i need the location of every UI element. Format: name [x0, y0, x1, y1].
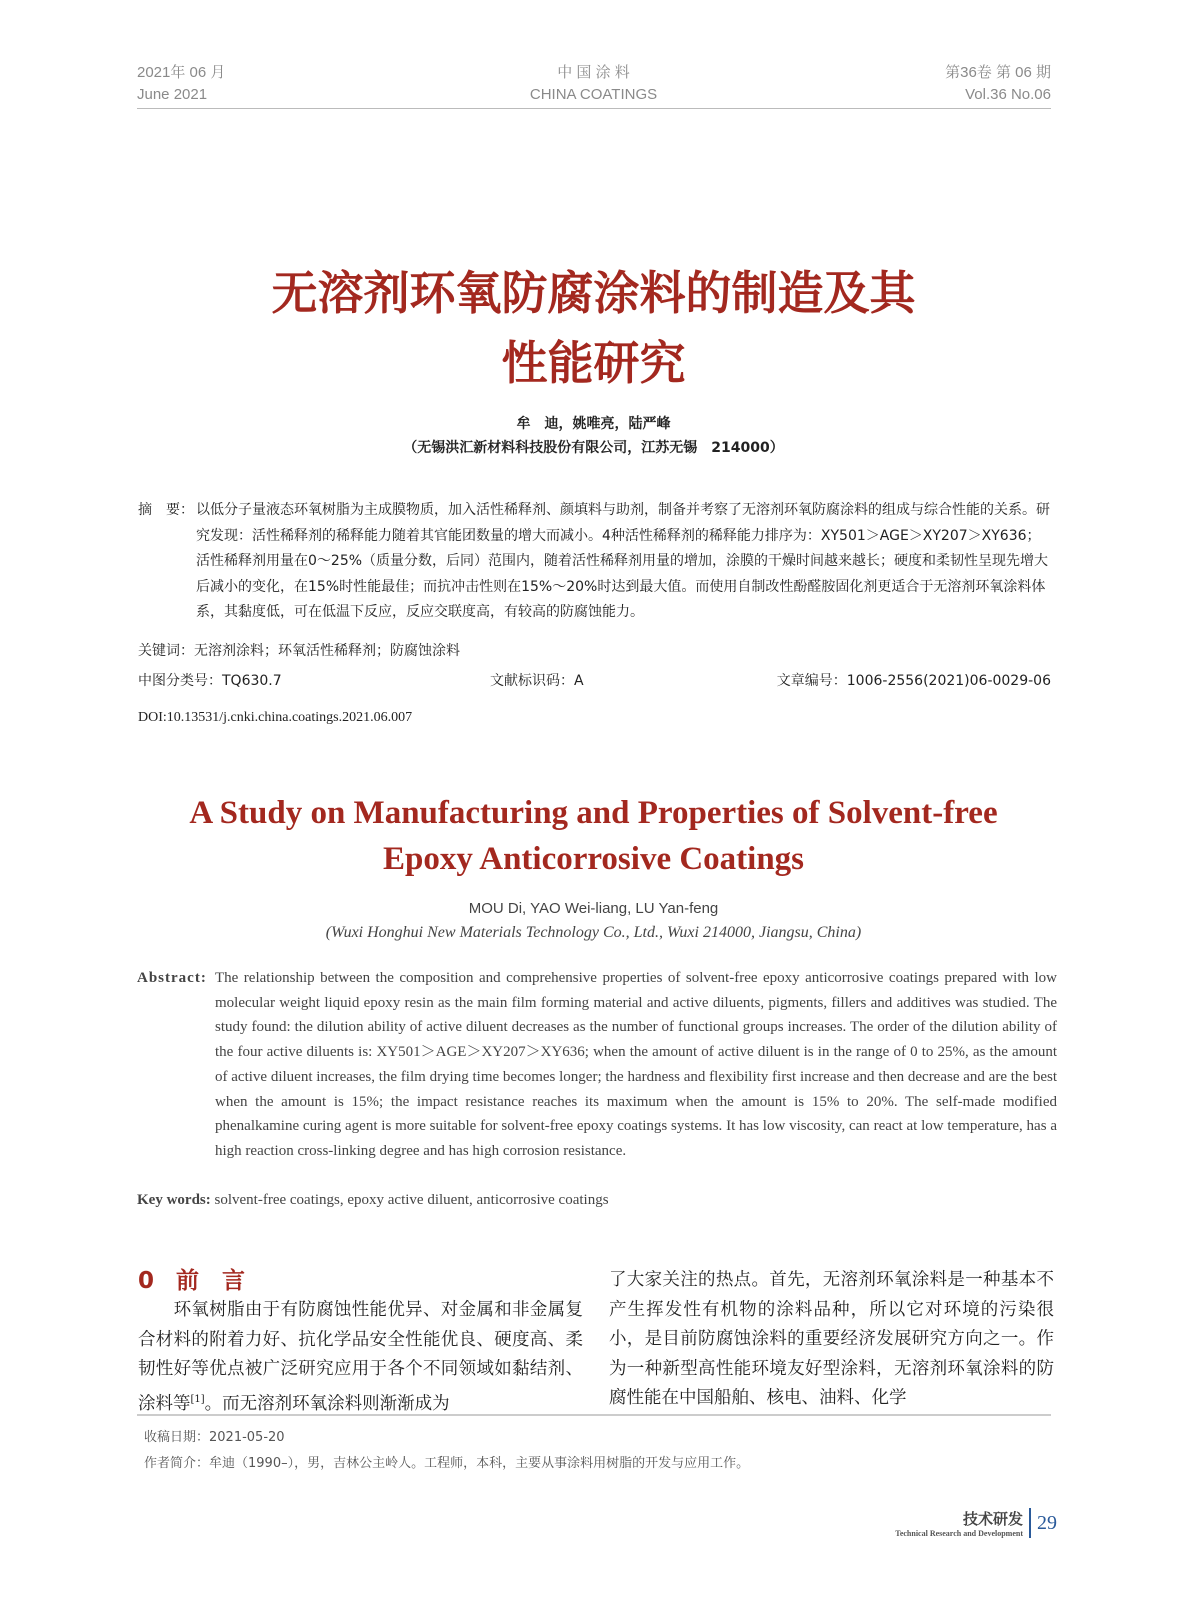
abstract-en-label: Abstract:	[137, 970, 207, 986]
title-en-line-1: A Study on Manufacturing and Properties of Solvent-free	[189, 795, 998, 831]
abstract-cn-text: 以低分子量液态环氧树脂为主成膜物质，加入活性稀释剂、颜填料与助剂，制备并考察了无溶剂环氧防腐涂料的组成与综合性能的关系。研究发现：活性稀释剂的稀释能力随着其官能团数量的增大而减小。4种活性稀释剂的稀释能力排序为：XY501＞AGE＞XY207＞XY636；活性稀释剂用量在0～25%（质量分数，后同）范围内，随着活性稀释剂用量的增加，涂膜的干燥时间越来越长；硬度和柔韧性呈现先增大后减小的变化，在15%时性能最佳；而抗冲击性则在15%～20%时达到最大值。而使用自制改性酚醛胺固化剂更适合于无溶剂环氧涂料体系，其黏度低，可在低温下反应，反应交联度高，有较高的防腐蚀能力。	[196, 502, 1050, 620]
doi[interactable]: DOI:10.13531/j.cnki.china.coatings.2021.06.007	[138, 710, 413, 725]
keywords-en	[137, 1192, 609, 1209]
title-en-line-2: Epoxy Anticorrosive Coatings	[382, 841, 805, 877]
footnote-received-date: 收稿日期：2021-05-20	[144, 1430, 285, 1445]
section-title: 前 言	[176, 1268, 246, 1294]
header-journal-en: CHINA COATINGS	[529, 86, 658, 103]
authors-en: MOU Di, YAO Wei-liang, LU Yan-feng	[468, 900, 719, 917]
citation-ref[interactable]: [1]	[190, 1393, 205, 1405]
footer-section-en: Technical Research and Development	[895, 1529, 1023, 1538]
header-date-en: June 2021	[137, 86, 208, 103]
keywords-cn: 关键词：无溶剂涂料；环氧活性稀释剂；防腐蚀涂料	[138, 643, 460, 659]
abstract-cn	[138, 498, 1052, 626]
article-number: 文章编号：1006-2556(2021)06-0029-06	[776, 673, 1051, 689]
authors-block-cn	[0, 412, 1187, 460]
header-date-cn: 2021年 06 月	[137, 64, 226, 81]
header-divider	[137, 108, 1051, 109]
header-volume	[945, 62, 1051, 106]
body-text: 环氧树脂由于有防腐蚀性能优异、对金属和非金属复合材料的附着力好、抗化学品安全性能优良、硬度高、柔韧性好等优点被广泛研究应用于各个不同领域如黏结剂、涂料等	[138, 1300, 583, 1414]
affiliation-cn: （无锡洪汇新材料科技股份有限公司，江苏无锡 214000）	[403, 440, 784, 456]
abstract-en-text: The relationship between the composition and comprehensive properties of solvent-free epoxy anticorrosive coatings prepared with low molecular weight liquid epoxy resin as the main film forming material and active diluents, pigments, fillers and additives was studied. The study found: the dilution ability of active diluent decreases as the number of functional groups increases. The order of the dilution ability of the four active diluents is: XY501＞AGE＞XY207＞XY636; when the amount of active diluent is in the range of 0 to 25%, as the amount of active diluent increases, the film drying time becomes longer; the hardness and flexibility first increase and then decrease and are the best when the amount is 15%; the impact resistance reaches its maximum when the amount is 15% to 20%. The self-made modified phenalkamine curing agent is more suitable for solvent-free epoxy coatings systems. It has low viscosity, can react at low temperature, has a high reaction cross-linking degree and has high corrosion resistance.	[215, 970, 1057, 1159]
body-column-2: 了大家关注的热点。首先，无溶剂环氧涂料是一种基本不产生挥发性有机物的涂料品种，所以它对环境的污染很小，是目前防腐蚀涂料的重要经济发展研究方向之一。作为一种新型高性能环境友好型涂料，无溶剂环氧涂料的防腐性能在中国船舶、核电、油料、化学	[609, 1270, 1054, 1408]
header-volume-cn: 第36卷 第 06 期	[945, 64, 1051, 81]
document-code: 文献标识码：A	[490, 673, 584, 689]
body-text: 。而无溶剂环氧涂料则渐渐成为	[204, 1393, 450, 1414]
authors-cn: 牟 迪，姚唯亮，陆严峰	[516, 416, 671, 432]
body-column-1	[138, 1296, 583, 1419]
keywords-en-text: solvent-free coatings, epoxy active diluent, anticorrosive coatings	[214, 1192, 609, 1208]
footnote-author-bio: 作者简介：牟迪（1990–），男，吉林公主岭人。工程师，本科，主要从事涂料用树脂的开发与应用工作。	[144, 1456, 750, 1471]
classification-code: 中图分类号：TQ630.7	[138, 673, 282, 689]
page-footer	[895, 1508, 1057, 1538]
abstract-cn-label: 摘 要：	[138, 502, 194, 518]
page-number: 29	[1037, 1511, 1057, 1534]
title-cn-line-2: 性能研究	[501, 336, 686, 390]
abstract-en	[137, 966, 1057, 1164]
title-cn-line-1: 无溶剂环氧防腐涂料的制造及其	[271, 266, 916, 320]
footer-section-cn: 技术研发	[962, 1510, 1023, 1528]
header-journal-cn: 中 国 涂 料	[557, 64, 630, 81]
section-number: 0	[138, 1268, 155, 1294]
title-en	[0, 790, 1187, 882]
footnote-divider	[137, 1414, 1051, 1416]
affiliation-en: (Wuxi Honghui New Materials Technology Co., Ltd., Wuxi 214000, Jiangsu, China)	[325, 924, 862, 941]
title-cn	[0, 258, 1187, 398]
header-volume-en: Vol.36 No.06	[965, 86, 1051, 103]
keywords-en-label: Key words:	[137, 1192, 211, 1208]
section-heading	[138, 1262, 245, 1295]
